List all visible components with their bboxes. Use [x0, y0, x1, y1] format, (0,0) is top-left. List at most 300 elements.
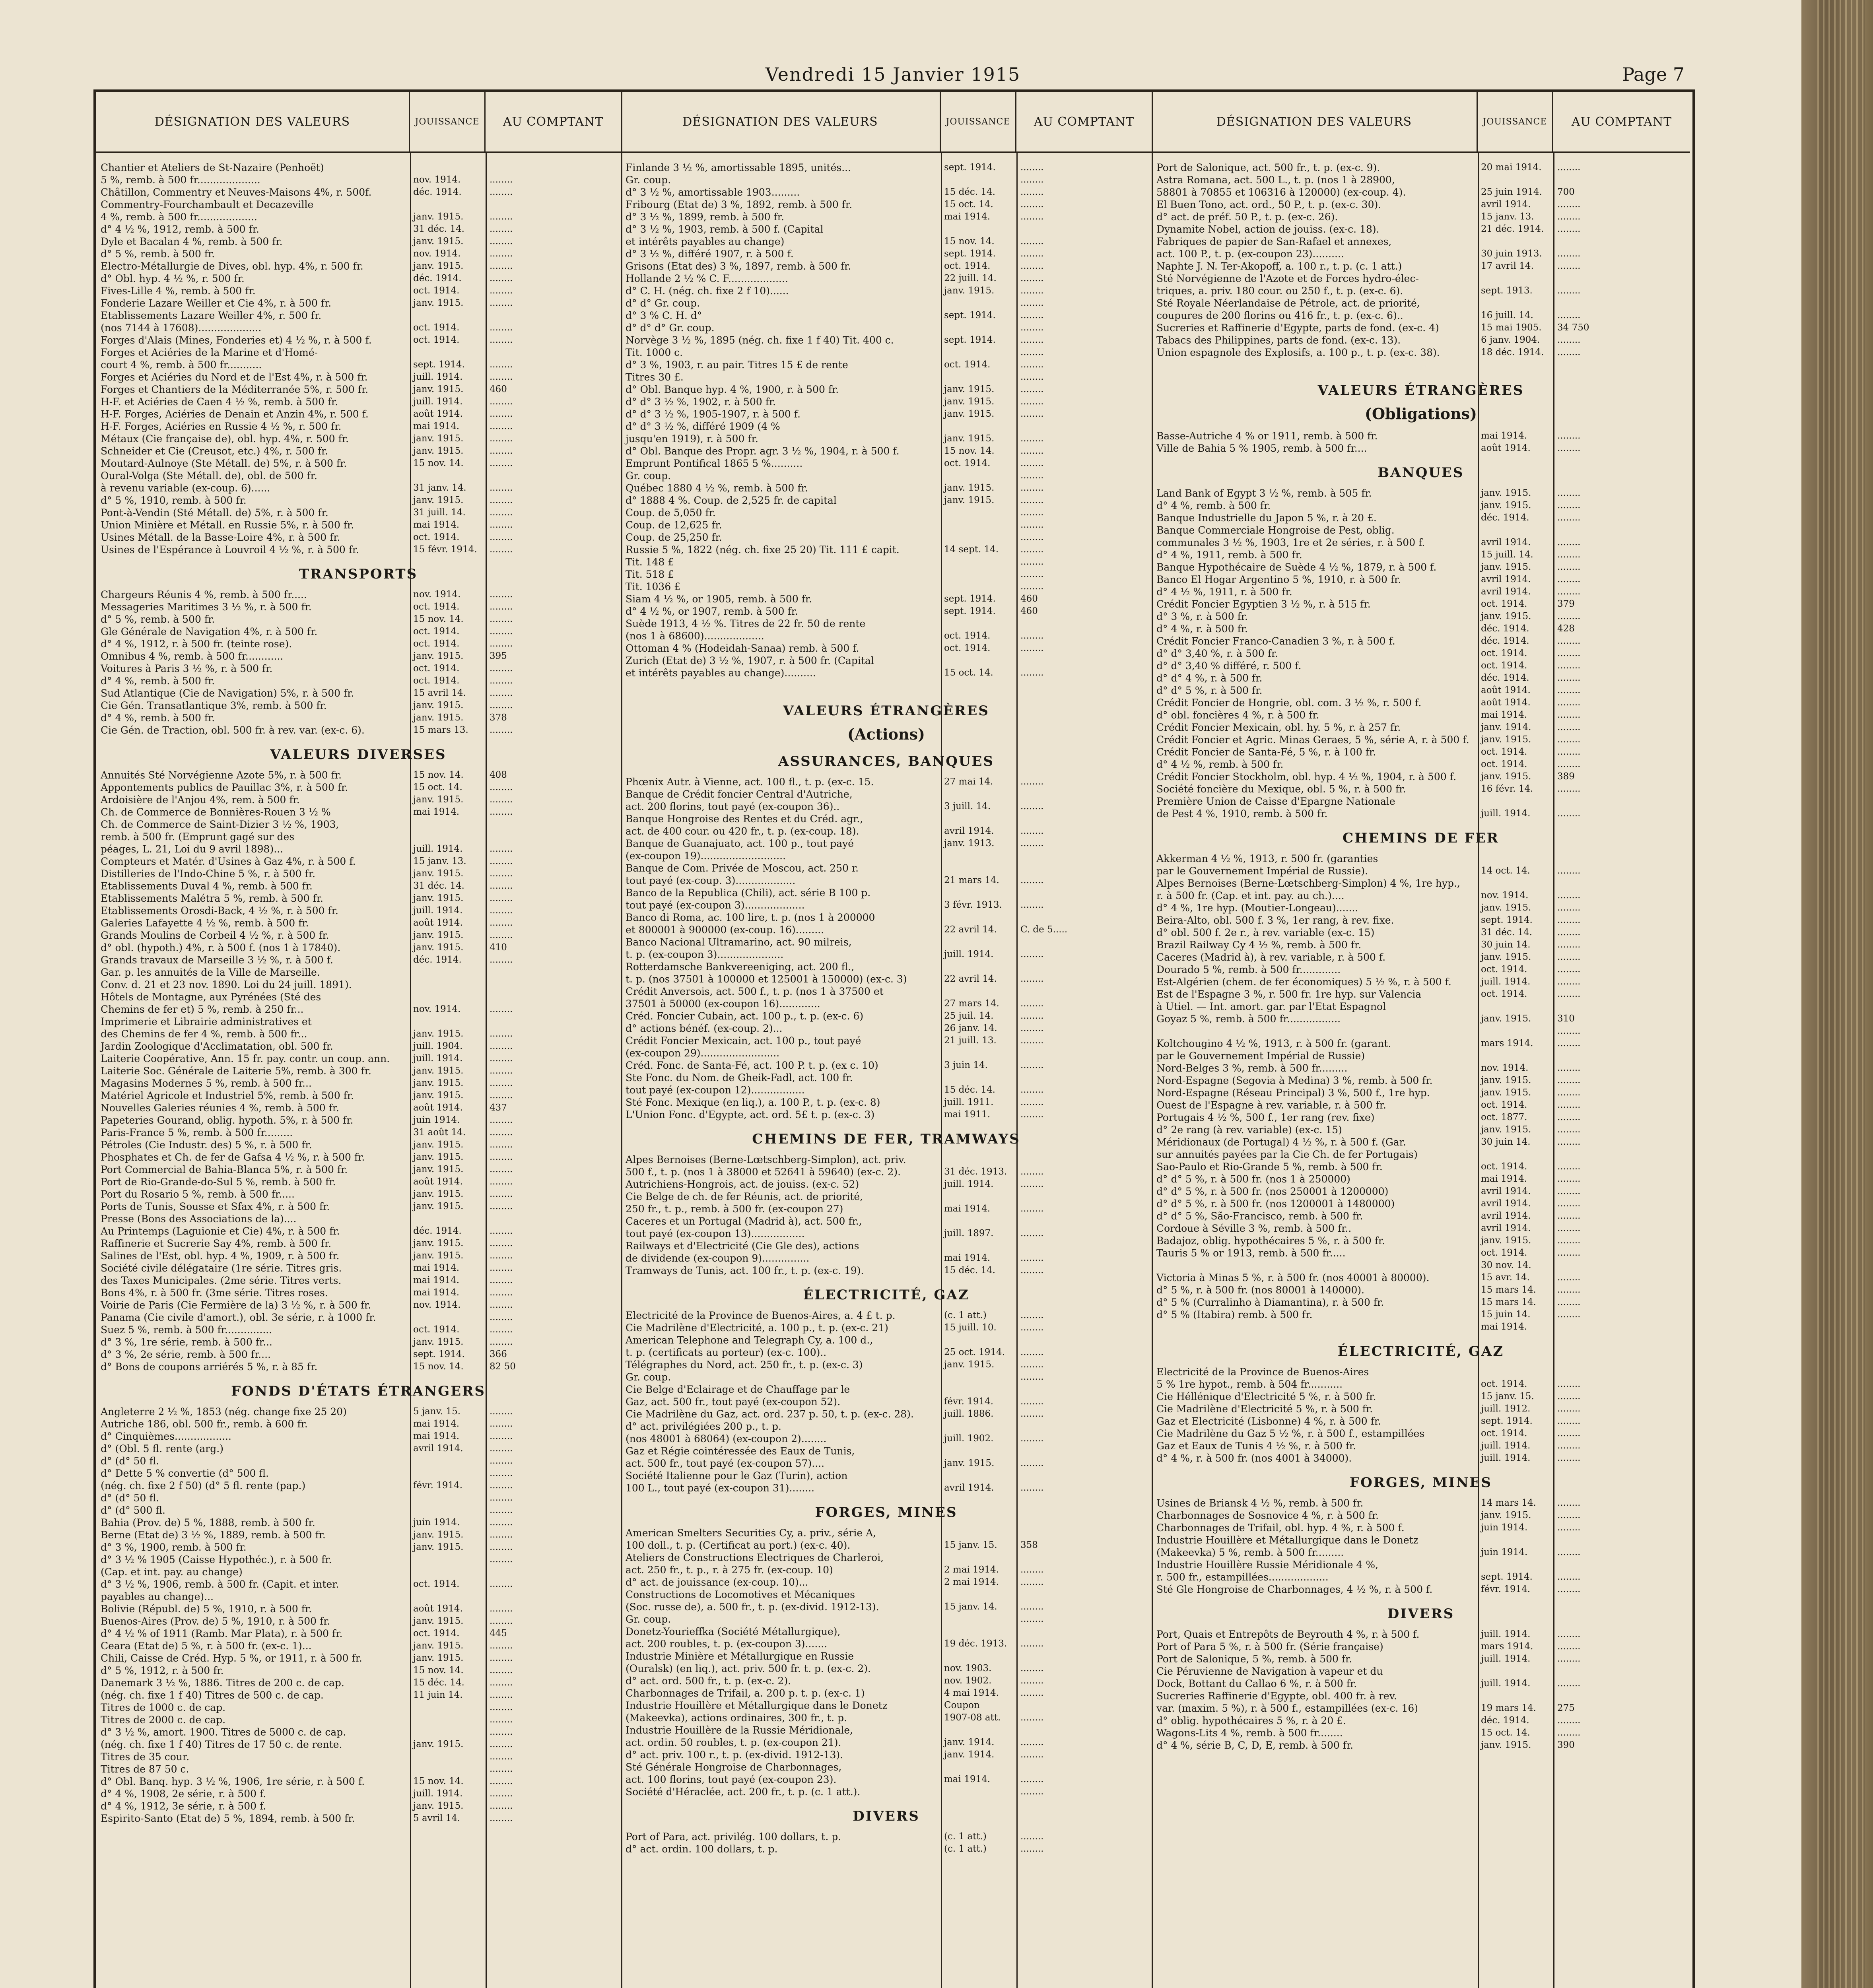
quote-row	[621, 1675, 1152, 1687]
jouissance-date: janv. 1915.	[413, 384, 464, 394]
quote-row	[96, 248, 621, 260]
jouissance-date	[941, 470, 1016, 482]
column-2	[621, 92, 1153, 1988]
quote-row	[96, 769, 621, 781]
security-name: tout payé (ex-coupon 12).................	[626, 1084, 805, 1096]
cash-price: ........	[1020, 1228, 1044, 1239]
quote-row	[96, 1287, 621, 1299]
jouissance-date	[1478, 1148, 1553, 1161]
jouissance-date: mai 1914.	[1481, 710, 1527, 720]
cash-price: ........	[1557, 335, 1581, 345]
cash-price: ........	[1557, 1728, 1581, 1738]
security-name: Dynamite Nobel, action de jouiss. (ex-c. 18).	[1156, 223, 1379, 235]
quote-row	[1152, 598, 1690, 610]
quote-row	[1152, 1378, 1690, 1390]
jouissance-date: avril 1914.	[1481, 199, 1531, 210]
quote-row	[621, 297, 1152, 309]
security-name: d° 5 %, r. à 500 fr. (nos 80001 à 140000).	[1156, 1284, 1365, 1296]
security-name: d° 3 ½ %, amort. 1900. Titres de 5000 c. de cap.	[101, 1726, 346, 1738]
quote-row	[96, 1541, 621, 1553]
quote-row	[96, 1151, 621, 1163]
cash-price: 366	[490, 1349, 507, 1359]
quote-row	[1152, 1522, 1690, 1534]
security-name: act. 200 florins, tout payé (ex-coupon 36)..	[626, 801, 840, 812]
quote-row	[621, 642, 1152, 654]
jouissance-date: janv. 1915.	[1481, 1740, 1531, 1750]
security-name: Messageries Maritimes 3 ½ %, r. à 500 fr.	[101, 601, 312, 613]
security-name: 5 % 1re hypot., remb. à 504 fr...........	[1156, 1378, 1343, 1390]
quote-row	[96, 309, 621, 322]
cash-price: ........	[1557, 927, 1581, 938]
cash-price: ........	[490, 1764, 513, 1774]
quote-row	[96, 978, 621, 991]
cash-price: ........	[1557, 1404, 1581, 1414]
jouissance-date: sept. 1914.	[413, 359, 465, 370]
cash-price: ........	[490, 589, 513, 600]
quote-row	[621, 507, 1152, 519]
jouissance-date: août 1914.	[413, 1103, 463, 1113]
security-name: Fonderie Lazare Weiller et Cie 4%, r. à 500 fr.	[101, 297, 332, 309]
jouissance-date: janv. 1915.	[944, 409, 995, 419]
security-name: Dock, Bottant du Callao 6 %, r. à 500 fr.	[1156, 1678, 1357, 1689]
cash-price: ........	[1020, 175, 1044, 185]
security-name: Sao-Paulo et Rio-Grande 5 %, remb. à 500 fr.	[1156, 1161, 1383, 1173]
cash-price: ........	[490, 807, 513, 817]
jouissance-date: oct. 1914.	[1481, 964, 1527, 975]
cash-price: ........	[1557, 673, 1581, 683]
quote-row	[96, 1126, 621, 1139]
security-name: Banque de Crédit foncier Central d'Autriche,	[626, 788, 853, 800]
security-name: Electricité de la Province de Buenos-Aires, a. 4 £ t. p.	[626, 1310, 896, 1321]
cash-price: ........	[1557, 1137, 1581, 1147]
jouissance-date: mai 1914.	[944, 1204, 991, 1214]
jouissance-date: mai 1914.	[413, 1263, 460, 1273]
quote-row	[96, 1492, 621, 1504]
cash-price: ........	[1557, 1428, 1581, 1439]
jouissance-date: sept. 1914.	[944, 162, 996, 173]
jouissance-date: sept. 1914.	[413, 1349, 465, 1359]
cash-price: ........	[490, 372, 513, 382]
header-jouissance: JOUISSANCE	[410, 92, 486, 151]
jouissance-date: oct. 1914.	[1481, 1161, 1527, 1172]
cash-price: ........	[490, 1250, 513, 1261]
jouissance-date: janv. 1915.	[944, 285, 995, 296]
quote-row	[621, 408, 1152, 420]
security-name: (Makeevka) 5 %, remb. à 500 fr.........	[1156, 1547, 1344, 1558]
security-name: H-F. Forges, Aciéries en Russie 4 ½ %, r. 500 fr.	[101, 421, 342, 432]
jouissance-date	[1478, 852, 1553, 865]
jouissance-date	[941, 887, 1016, 899]
cash-price	[486, 966, 621, 978]
security-name: Port of Para 5 %, r. à 500 fr. (Série française)	[1156, 1641, 1383, 1652]
security-name: tout payé (ex-coup. 3)...................	[626, 875, 796, 886]
security-name: Magasins Modernes 5 %, remb. à 500 fr...	[101, 1077, 312, 1089]
security-name: d° 4 %, r. à 500 fr.	[1156, 623, 1248, 635]
cash-price: ........	[1020, 409, 1044, 419]
jouissance-date: 5 janv. 15.	[413, 1406, 461, 1417]
jouissance-date: 16 juill. 14.	[1481, 310, 1533, 320]
jouissance-date	[941, 1724, 1016, 1736]
jouissance-date: janv. 1915.	[413, 1078, 464, 1088]
security-name: 100 L., tout payé (ex-coupon 31)........	[626, 1482, 815, 1494]
quote-row	[621, 1396, 1152, 1408]
security-name: Nord-Espagne (Segovia à Medina) 3 %, remb. à 500 fr.	[1156, 1075, 1433, 1086]
quote-row	[1152, 260, 1690, 272]
header-comptant: AU COMPTANT	[1034, 115, 1135, 129]
security-name: sur annuités payées par la Cie Ch. de fer Portugais)	[1156, 1149, 1418, 1160]
jouissance-date: juill. 1914.	[1481, 977, 1531, 987]
quote-row	[1152, 322, 1690, 334]
jouissance-date: mai 1914.	[413, 421, 460, 431]
quote-row	[1152, 1235, 1690, 1247]
cash-price: ........	[490, 322, 513, 333]
quote-row	[1152, 1628, 1690, 1640]
security-name: des Chemins de fer 4 %, remb. à 500 fr...	[101, 1028, 307, 1040]
section-title: ÉLECTRICITÉ, GAZ	[803, 1287, 970, 1303]
cash-price: ........	[490, 1066, 513, 1076]
quote-row	[621, 837, 1152, 850]
security-name: Land Bank of Egypt 3 ½ %, remb. à 505 fr.	[1156, 487, 1372, 499]
quote-row	[1152, 976, 1690, 988]
cash-price: ........	[1557, 710, 1581, 720]
cash-price: ........	[1020, 777, 1044, 787]
cash-price: ........	[1020, 1774, 1044, 1784]
quote-row	[1152, 1087, 1690, 1099]
quote-row	[96, 1479, 621, 1492]
security-name: Gaz, act. 500 fr., tout payé (ex-coupon 52).	[626, 1396, 841, 1408]
jouissance-date	[941, 1371, 1016, 1383]
cash-price: ........	[490, 856, 513, 866]
security-name: Siam 4 ½ %, or 1905, remb. à 500 fr.	[626, 593, 812, 605]
jouissance-date: juill. 1914.	[413, 905, 463, 916]
quote-row	[1152, 877, 1690, 889]
cash-price	[1553, 795, 1690, 808]
cash-price: ........	[1020, 631, 1044, 641]
cash-price: ........	[1557, 1416, 1581, 1426]
jouissance-date: juill. 1914.	[1481, 1453, 1531, 1463]
quote-row	[621, 1022, 1152, 1035]
jouissance-date: avril 1914.	[1481, 1223, 1531, 1233]
jouissance-date	[941, 788, 1016, 800]
quote-row	[621, 1072, 1152, 1084]
security-name: Crédit Foncier Franco-Canadien 3 %, r. à 500 f.	[1156, 635, 1395, 647]
quote-row	[1152, 297, 1690, 309]
jouissance-date: juin 1914.	[1481, 1522, 1528, 1533]
jouissance-date: 30 nov. 14.	[1481, 1260, 1531, 1270]
quote-row	[1152, 795, 1690, 808]
security-name: Crédit Foncier Egyptien 3 ½ %, r. à 515 fr.	[1156, 598, 1371, 610]
security-name: (nos 7144 à 17608)....................	[101, 322, 262, 334]
jouissance-date: sept. 1914.	[944, 335, 996, 345]
cash-price: ........	[490, 1406, 513, 1417]
jouissance-date: janv. 1915.	[413, 942, 464, 953]
security-name: Voitures à Paris 3 ½ %, r. à 500 fr.	[101, 663, 273, 674]
quote-row	[96, 1336, 621, 1348]
security-name: El Buen Tono, act. ord., 50 P., t. p. (ex-c. 30).	[1156, 199, 1381, 210]
jouissance-date	[941, 1215, 1016, 1227]
jouissance-date: 15 juill. 14.	[1481, 549, 1533, 560]
security-name: Cie Belge d'Eclairage et de Chauffage par le	[626, 1384, 850, 1395]
jouissance-date: 27 mars 14.	[944, 998, 999, 1009]
cash-price	[486, 309, 621, 322]
quote-row	[96, 781, 621, 794]
quote-row	[621, 936, 1152, 948]
jouissance-date: oct. 1914.	[413, 639, 460, 649]
quote-row	[96, 638, 621, 650]
security-name	[1152, 1321, 1478, 1333]
cash-price: 460	[1020, 606, 1038, 616]
jouissance-date: avril 1914.	[1481, 1186, 1531, 1196]
cash-price: ........	[1020, 532, 1044, 542]
security-name: Usines de Briansk 4 ½ %, remb. à 500 fr.	[1156, 1497, 1364, 1509]
jouissance-date: oct. 1914.	[413, 663, 460, 674]
jouissance-date	[941, 1383, 1016, 1396]
jouissance-date: janv. 1915.	[1481, 562, 1531, 572]
cash-price	[1016, 1420, 1152, 1433]
jouissance-date: janv. 1915.	[1481, 1087, 1531, 1098]
jouissance-date	[941, 862, 1016, 874]
cash-price: ........	[1020, 1023, 1044, 1033]
security-name: Cie Madrilène d'Electricité 5 %, r. à 500 fr.	[1156, 1403, 1373, 1415]
cash-price: ........	[490, 881, 513, 891]
quote-row	[621, 1445, 1152, 1457]
cash-price: ........	[1020, 384, 1044, 394]
jouissance-date: juill. 1914.	[1481, 1678, 1531, 1689]
quote-row	[621, 1601, 1152, 1613]
quote-row	[96, 1504, 621, 1516]
quote-row	[1152, 771, 1690, 783]
security-name: act. 100 P., t. p. (ex-coupon 23)..........	[1156, 248, 1344, 260]
quote-row	[621, 580, 1152, 593]
security-name: Cie Gén. de Traction, obl. 500 fr. à rev. var. (ex-c. 6).	[101, 724, 365, 736]
cash-price: ........	[1020, 507, 1044, 518]
security-name: Gar. p. les annuités de la Ville de Marseille.	[101, 967, 320, 978]
jouissance-date: sept. 1914.	[1481, 915, 1533, 925]
quote-row	[1152, 1677, 1690, 1690]
security-name: d° C. H. (nég. ch. fixe 2 f 10)......	[626, 285, 789, 297]
quote-row	[1152, 1272, 1690, 1284]
cash-price: 390	[1557, 1740, 1575, 1750]
quote-row	[621, 248, 1152, 260]
jouissance-date	[941, 507, 1016, 519]
security-name: Basse-Autriche 4 % or 1911, remb. à 500 fr.	[1156, 430, 1378, 442]
cash-price: ........	[490, 1078, 513, 1088]
security-name: Sté Royale Néerlandaise de Pétrole, act. de priorité,	[1156, 297, 1420, 309]
security-name: à Utiel. — Int. amort. gar. par l'Etat Espagnol	[1156, 1001, 1386, 1012]
cash-price: ........	[1020, 458, 1044, 468]
security-name: Omnibus 4 %, remb. à 500 fr............	[101, 650, 284, 662]
jouissance-date: mars 1914.	[1481, 1038, 1533, 1048]
security-name: Fives-Lille 4 %, remb. à 500 fr.	[101, 285, 256, 297]
header-comptant: AU COMPTANT	[503, 115, 604, 129]
jouissance-date: déc. 1914.	[413, 955, 462, 965]
quote-row	[96, 494, 621, 507]
cash-price: ........	[490, 1090, 513, 1101]
jouissance-date	[410, 1751, 486, 1763]
section-title: CHEMINS DE FER	[1343, 830, 1499, 846]
cash-price: ........	[1557, 574, 1581, 584]
jouissance-date: oct. 1914.	[1481, 1379, 1527, 1389]
jouissance-date: nov. 1903.	[944, 1663, 992, 1673]
cash-price	[1553, 1000, 1690, 1013]
quote-row	[1152, 1148, 1690, 1161]
cash-price: ........	[490, 446, 513, 456]
security-name: Jardin Zoologique d'Acclimatation, obl. 500 fr.	[101, 1041, 333, 1052]
jouissance-date: janv. 1915.	[1481, 1510, 1531, 1520]
security-name: act. 500 fr., tout payé (ex-coupon 57)....	[626, 1458, 825, 1469]
security-name: Suez 5 %, remb. à 500 fr...............	[101, 1324, 272, 1336]
jouissance-date	[941, 813, 1016, 825]
cash-price: ........	[1020, 1614, 1044, 1624]
quote-row	[96, 1200, 621, 1213]
security-name: Créd. Fonc. de Santa-Fé, act. 100 P. t. p. (ex c. 10)	[626, 1060, 878, 1071]
quote-row	[621, 1786, 1152, 1798]
quote-row	[96, 285, 621, 297]
security-name: H-F. et Aciéries de Caen 4 ½ %, remb. à 500 fr.	[101, 396, 338, 408]
cash-price	[486, 1566, 621, 1578]
jouissance-date: janv. 1915.	[413, 1250, 464, 1261]
jouissance-date: 15 janv. 15.	[1481, 1391, 1534, 1402]
jouissance-date: janv. 1915.	[413, 1640, 464, 1651]
cash-price: ........	[490, 520, 513, 530]
quote-row	[96, 1176, 621, 1188]
section-title: VALEURS ÉTRANGÈRES	[783, 703, 989, 719]
cash-price: ........	[1557, 1174, 1581, 1184]
quote-row	[96, 1751, 621, 1763]
quote-row	[1152, 610, 1690, 623]
cash-price: ........	[1020, 998, 1044, 1009]
quote-row	[621, 1359, 1152, 1371]
quote-row	[621, 1712, 1152, 1724]
quote-row	[621, 383, 1152, 396]
jouissance-date: 15 janv. 13.	[1481, 212, 1534, 222]
jouissance-date: 31 janv. 14.	[413, 483, 466, 493]
security-name: Bons 4%, r. à 500 fr. (3me série. Titres roses.	[101, 1287, 328, 1299]
quote-row	[96, 1603, 621, 1615]
jouissance-date	[1478, 524, 1553, 536]
jouissance-date: janv. 1915.	[413, 1189, 464, 1199]
security-name: Nouvelles Galeries réunies 4 %, remb. à 500 fr.	[101, 1102, 339, 1114]
jouissance-date: janv. 1915.	[1481, 488, 1531, 498]
cash-price: 428	[1557, 623, 1575, 634]
security-name: Est de l'Espagne 3 %, r. 500 fr. 1re hyp. sur Valencia	[1156, 988, 1422, 1000]
cash-price: ........	[490, 1115, 513, 1125]
jouissance-date: janv. 1915.	[413, 930, 464, 940]
jouissance-date: 15 oct. 14.	[1481, 1728, 1530, 1738]
jouissance-date	[410, 346, 486, 359]
jouissance-date: juill. 1911.	[944, 1097, 994, 1107]
security-name: d° 3 %, 1re série, remb. à 500 fr...	[101, 1336, 272, 1348]
security-name: Rotterdamsche Bankvereeniging, act. 200 fl.,	[626, 961, 855, 973]
quote-row	[96, 1274, 621, 1287]
jouissance-date: 21 déc. 1914.	[1481, 224, 1544, 234]
cash-price	[1016, 813, 1152, 825]
quote-row	[1152, 285, 1690, 297]
security-name: remb. à 500 fr. (Emprunt gagé sur des	[101, 831, 295, 843]
jouissance-date: sept. 1913.	[1481, 285, 1533, 296]
cash-price: ........	[490, 1189, 513, 1199]
jouissance-date: oct. 1914.	[413, 322, 460, 333]
cash-price: ........	[490, 335, 513, 345]
jouissance-date: sept. 1914.	[944, 248, 996, 259]
quote-row	[1152, 1074, 1690, 1087]
cash-price: ........	[1020, 372, 1044, 382]
security-name: Annuités Sté Norvégienne Azote 5%, r. à 500 fr.	[101, 769, 342, 781]
security-name: Coup. de 25,250 fr.	[626, 532, 722, 543]
jouissance-date: 2 mai 1914.	[944, 1565, 999, 1575]
quote-row	[1152, 902, 1690, 914]
quote-row	[1152, 487, 1690, 499]
security-name: Port Commercial de Bahia-Blanca 5%, r. à 500 fr.	[101, 1164, 348, 1175]
cash-price: ........	[490, 458, 513, 468]
page-number: Page 7	[1622, 64, 1685, 85]
cash-price	[1016, 887, 1152, 899]
cash-price: ........	[1557, 285, 1581, 296]
jouissance-date	[941, 1190, 1016, 1203]
security-name: Caceres (Madrid à), à rev. variable, r. à 500 f.	[1156, 951, 1386, 963]
security-name: d° 5 %, remb. à 500 fr.	[101, 248, 215, 260]
quote-row	[1152, 808, 1690, 820]
jouissance-date: janv. 1914.	[944, 1749, 995, 1760]
security-name: Pétroles (Cie Industr. des) 5 %, r. à 500 fr.	[101, 1139, 312, 1151]
quote-row	[1152, 1583, 1690, 1596]
jouissance-date	[1478, 297, 1553, 309]
security-name: Paris-France 5 %, remb. à 500 fr.........	[101, 1127, 293, 1138]
security-name: Gr. coup.	[626, 1371, 671, 1383]
security-name: communales 3 ½ %, 1903, 1re et 2e séries, r. à 500 f.	[1156, 537, 1425, 548]
security-name: act. de 400 cour. ou 420 fr., t. p. (ex-coup. 18).	[626, 825, 859, 837]
quote-row	[96, 1627, 621, 1640]
quote-row	[1152, 1415, 1690, 1427]
security-name: American Smelters Securities Cy, a. priv., série A,	[626, 1527, 876, 1539]
security-name: t. p. (ex-coupon 3).....................	[626, 949, 784, 960]
cash-price	[1553, 852, 1690, 865]
cash-price: ........	[1557, 431, 1581, 441]
security-name: Sucreries Raffinerie d'Egypte, obl. 400 fr. à rev.	[1156, 1690, 1397, 1702]
jouissance-date: mai 1914.	[413, 1275, 460, 1285]
quote-row	[1152, 1013, 1690, 1025]
quote-row	[621, 1662, 1152, 1675]
jouissance-date: sept. 1914.	[1481, 1572, 1533, 1582]
quote-row	[96, 1701, 621, 1714]
quote-row	[96, 1578, 621, 1590]
jouissance-date	[941, 1761, 1016, 1773]
security-name: Conv. d. 21 et 23 nov. 1890. Loi du 24 juill. 1891).	[101, 979, 352, 990]
security-name: (Soc. russe de), a. 500 fr., t. p. (ex-divid. 1912-13).	[626, 1601, 879, 1613]
cash-price	[1016, 1240, 1152, 1252]
header-jouissance: JOUISSANCE	[941, 92, 1016, 151]
jouissance-date: juin 1914.	[1481, 1547, 1528, 1557]
jouissance-date: janv. 1915.	[413, 1616, 464, 1626]
quote-row	[1152, 174, 1690, 186]
security-name: Matériel Agricole et Industriel 5%, remb. à 500 fr.	[101, 1090, 354, 1101]
cash-price	[1016, 617, 1152, 630]
quote-row	[621, 1724, 1152, 1736]
cash-price	[1016, 420, 1152, 433]
quote-row	[1152, 1509, 1690, 1522]
jouissance-date	[410, 198, 486, 211]
issue-date: Vendredi 15 Janvier 1915	[765, 64, 1021, 85]
jouissance-date: oct. 1914.	[413, 1628, 460, 1639]
quote-row	[96, 699, 621, 712]
quote-row	[621, 1613, 1152, 1625]
cash-price: ........	[490, 663, 513, 674]
cash-price: ........	[490, 1493, 513, 1503]
quote-row	[621, 924, 1152, 936]
security-name: Etablissements Orosdi-Back, 4 ½ %, r. à 500 fr.	[101, 905, 338, 916]
cash-price: ........	[490, 1653, 513, 1663]
security-name: Industrie Houillère et Métallurgique dans le Donetz	[1156, 1534, 1418, 1546]
